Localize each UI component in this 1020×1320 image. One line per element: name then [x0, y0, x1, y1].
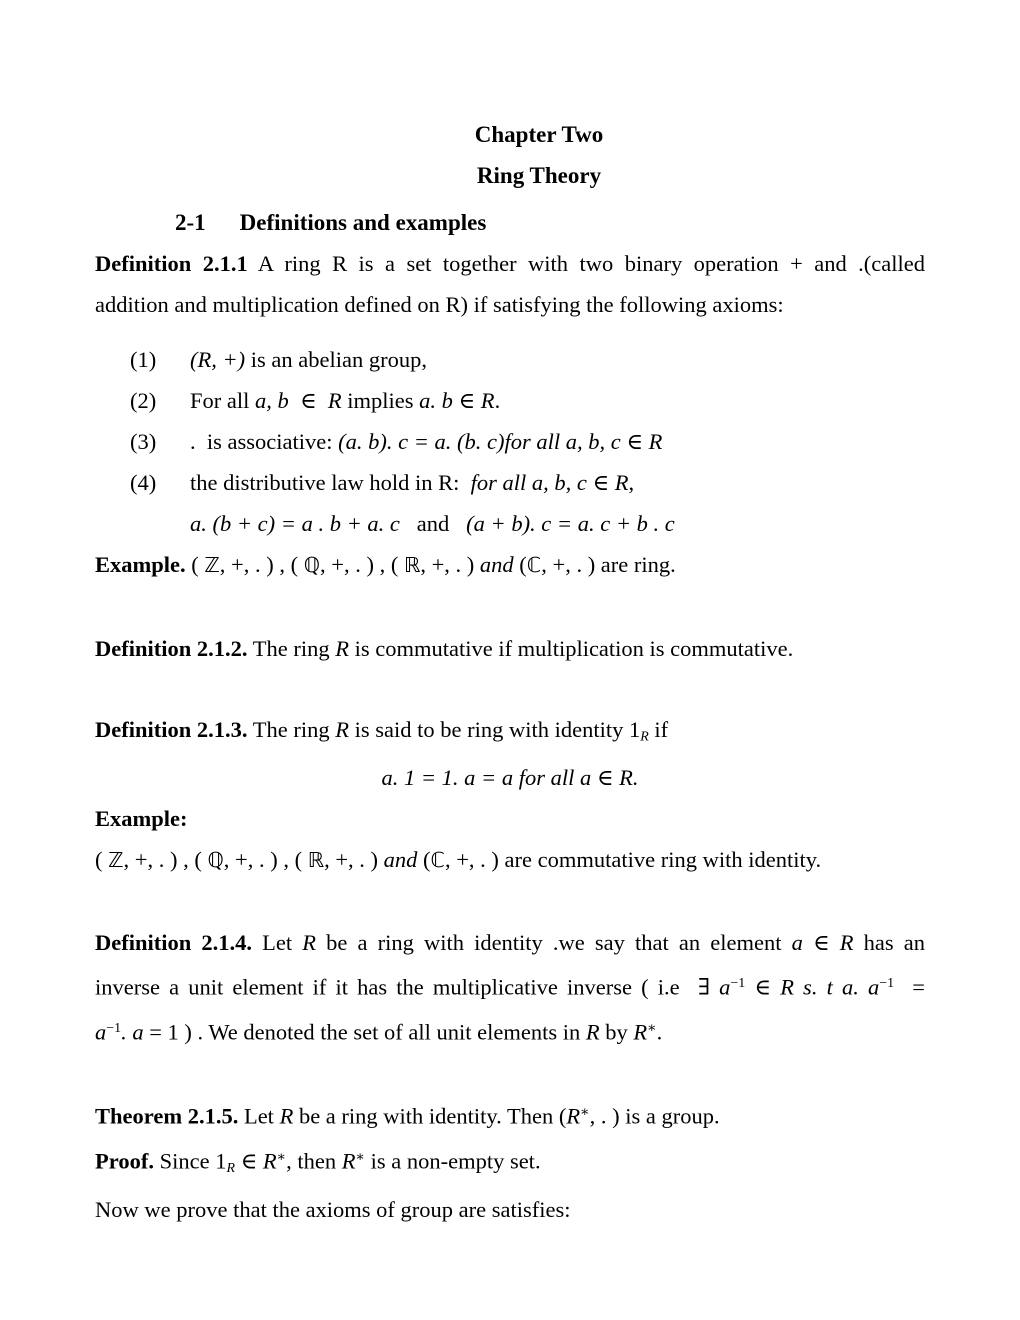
text-segment: is said to be ring with identity 1	[348, 717, 641, 742]
text-segment: , +, . )	[324, 847, 384, 873]
text-segment: , +, . ) , (	[223, 847, 308, 873]
text-segment: Let	[252, 930, 303, 956]
text-segment: Proof.	[95, 1148, 154, 1174]
text-segment: R	[640, 729, 649, 745]
text-segment: R	[585, 1019, 600, 1045]
text-segment: R	[335, 636, 349, 661]
text-segment: (a. b). c = a. (b. c)	[338, 429, 505, 454]
text-segment: ℂ	[526, 553, 542, 577]
text-segment: (a + b). c = a. c + b . c	[466, 511, 675, 536]
proof-line	[95, 1137, 925, 1189]
text-segment: .	[494, 388, 501, 413]
text-segment: is a non-empty set.	[364, 1148, 541, 1174]
text-segment: R	[566, 1103, 581, 1129]
text-segment: (	[513, 552, 527, 577]
text-segment: (	[417, 847, 431, 873]
text-segment: ∈	[234, 1148, 263, 1174]
example-heading	[95, 798, 925, 839]
text-segment: ℤ	[108, 848, 124, 873]
text-segment: −1	[730, 976, 746, 992]
text-segment: and	[479, 552, 514, 577]
text-segment: and	[383, 847, 418, 873]
text-segment: Now we prove that the axioms of group are satisfies:	[95, 1196, 571, 1222]
text-segment: has an	[853, 930, 925, 956]
definition-2-1-1-line-2	[95, 284, 925, 325]
text-segment: implies	[341, 388, 420, 413]
text-segment: ,	[628, 470, 635, 495]
text-segment: Example.	[95, 552, 186, 577]
axiom-list-item-2	[95, 380, 925, 421]
text-segment: ∗	[276, 1149, 287, 1165]
text-segment: R	[335, 717, 349, 742]
proof-body-line	[95, 1189, 925, 1230]
definition-2-1-1-line-1	[95, 243, 925, 284]
text-segment: ℚ	[207, 848, 224, 873]
text-segment: , +, . ) , (	[123, 847, 208, 873]
text-segment: R	[262, 1148, 277, 1174]
text-segment: Definition 2.1.4.	[95, 930, 252, 956]
text-segment: , +, . ) are ring.	[541, 552, 676, 577]
text-segment: (	[185, 552, 205, 577]
text-segment: −1	[106, 1021, 122, 1037]
chapter-subtitle: Ring Theory	[476, 163, 602, 188]
text-segment: is commutative if multiplication is commutative.	[348, 636, 794, 661]
text-segment: Definition 2.1.3.	[95, 717, 248, 742]
text-segment: =	[894, 975, 925, 1001]
text-segment: A ring R is a set together with two binary operation	[247, 251, 791, 276]
text-segment: and	[399, 511, 467, 536]
text-segment: R	[633, 1019, 648, 1045]
text-segment: is an abelian group,	[245, 347, 427, 372]
text-segment: if	[648, 717, 669, 742]
text-segment: , +, . )	[420, 552, 480, 577]
example-rings-line	[95, 544, 925, 586]
text-segment: ℝ	[403, 553, 421, 577]
text-segment: a ∈ R	[791, 930, 854, 956]
definition-2-1-4-line-2	[95, 963, 925, 1008]
text-segment: be a ring with identity. Then (	[293, 1103, 567, 1129]
text-segment: Example:	[95, 806, 188, 832]
text-segment: Definition 2.1.2.	[95, 636, 248, 661]
text-segment: −1	[879, 976, 895, 992]
axiom-list-item-1	[95, 339, 925, 380]
document-flow	[95, 243, 925, 1230]
definition-2-1-2-line	[95, 628, 925, 669]
text-segment: The ring	[247, 636, 336, 661]
list-marker: (1)	[130, 347, 157, 372]
definition-2-1-4-line-3	[95, 1008, 925, 1053]
list-marker: (3)	[130, 429, 157, 454]
text-segment: , +, . ) , (	[320, 552, 404, 577]
text-segment: addition and multiplication defined on R) if satisfying the following axioms:	[95, 292, 784, 317]
identity-equation	[95, 757, 925, 798]
example-commutative-line	[95, 839, 925, 881]
text-segment: Definition 2.1.1	[95, 251, 248, 276]
section-title: Definitions and examples	[239, 210, 487, 235]
text-segment: , then	[286, 1148, 342, 1174]
text-segment: ∈ R s. t a. a	[745, 975, 880, 1001]
text-segment: R	[302, 930, 316, 956]
text-segment: ℂ	[430, 848, 445, 873]
text-segment: . is associative:	[190, 429, 339, 454]
text-segment: = 1 ) . We denoted the set of all unit elements in	[149, 1019, 586, 1045]
text-segment: R	[341, 1148, 356, 1174]
text-segment: ∗	[580, 1104, 590, 1120]
text-segment: a	[95, 1019, 107, 1045]
text-segment: ℚ	[303, 553, 321, 577]
list-marker: (4)	[130, 470, 157, 495]
text-segment: + and .(called	[790, 251, 925, 276]
definition-2-1-3-line	[95, 709, 925, 757]
text-segment: ℝ	[307, 848, 325, 873]
text-segment: The ring	[247, 717, 336, 742]
text-segment: For all	[190, 388, 255, 413]
text-segment: R	[226, 1160, 235, 1176]
text-segment: ∃ a	[697, 975, 731, 1001]
text-segment: be a ring with identity .we say that an element	[315, 930, 792, 956]
text-segment: (	[95, 847, 109, 873]
text-segment: ∗	[355, 1149, 365, 1165]
text-segment: R	[279, 1103, 294, 1129]
text-segment: Theorem 2.1.5.	[95, 1103, 239, 1129]
text-segment: a. b ∈ R	[419, 388, 495, 413]
text-segment: for all a, b, c ∈ R	[504, 429, 663, 454]
section-heading	[95, 202, 925, 243]
text-segment: a. (b + c) = a . b + a. c	[190, 511, 400, 536]
text-segment: Since 1	[153, 1148, 227, 1174]
text-segment: inverse a unit element if it has the multiplicative inverse ( i.e	[95, 975, 698, 1001]
text-segment: a. 1 = 1. a = a for all a ∈ R.	[381, 765, 639, 791]
section-number: 2-1	[175, 210, 206, 235]
definition-2-1-4-line-1	[95, 922, 925, 963]
text-segment: , +, . ) are commutative ring with identity.	[444, 847, 822, 873]
axiom-list-item-3	[95, 421, 925, 462]
text-segment: ∗	[647, 1021, 657, 1037]
text-segment: (R, +)	[190, 347, 246, 372]
chapter-title: Chapter Two	[474, 122, 604, 147]
text-segment: .	[656, 1019, 663, 1045]
text-segment: a, b ∈ R	[255, 388, 342, 413]
text-segment: , +, . ) , (	[219, 552, 304, 577]
axiom-list-item-4	[95, 462, 925, 503]
text-segment: ℤ	[204, 553, 220, 577]
text-segment: Let	[238, 1103, 280, 1129]
text-segment: . a	[121, 1019, 150, 1045]
text-segment: for all a, b, c ∈ R	[470, 470, 629, 495]
distributive-law-equation	[95, 503, 925, 544]
list-marker: (2)	[130, 388, 157, 413]
text-segment: the distributive law hold in R:	[190, 470, 471, 495]
text-segment: , . ) is a group.	[589, 1103, 720, 1129]
text-segment: by	[599, 1019, 634, 1045]
document-body	[95, 114, 925, 1230]
theorem-2-1-5-line	[95, 1092, 925, 1137]
